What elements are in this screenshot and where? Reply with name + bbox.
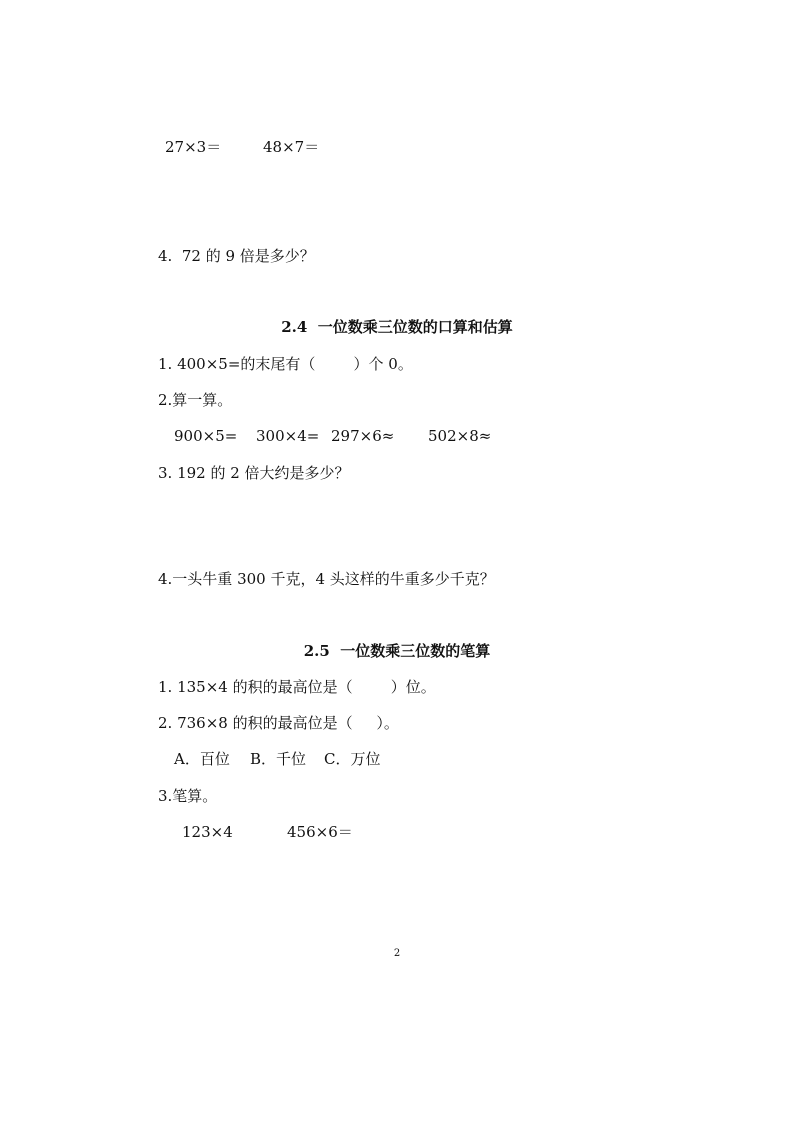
option-a: A．百位 xyxy=(174,750,230,768)
section-2-4-question-1: 1. 400×5=的末尾有（ ）个 0。 xyxy=(158,355,413,373)
calc-27x3: 27×3＝ xyxy=(165,138,222,156)
section-2-5-question-3: 3.笔算。 xyxy=(158,787,218,805)
question-4-prev: 4. 72 的 9 倍是多少？ xyxy=(158,247,315,265)
calc-123x4: 123×4 xyxy=(182,823,233,841)
calc-48x7: 48×7＝ xyxy=(263,138,320,156)
section-2-5-question-1: 1. 135×4 的积的最高位是（ ）位。 xyxy=(158,678,436,696)
section-2-4-question-2: 2.算一算。 xyxy=(158,391,233,409)
calc-300x4: 300×4= xyxy=(256,427,320,445)
calc-297x6: 297×6≈ xyxy=(331,427,395,445)
calc-502x8: 502×8≈ xyxy=(428,427,492,445)
section-2-5-title: 2.5 一位数乘三位数的笔算 xyxy=(303,642,491,660)
option-c: C．万位 xyxy=(324,750,381,768)
calc-456x6: 456×6＝ xyxy=(287,823,353,841)
option-b: B．千位 xyxy=(250,750,307,768)
section-2-4-question-4: 4.一头牛重 300 千克，4 头这样的牛重多少千克？ xyxy=(158,570,495,588)
section-2-5-question-2: 2. 736×8 的积的最高位是（ ）。 xyxy=(158,714,399,732)
section-2-4-question-3: 3. 192 的 2 倍大约是多少？ xyxy=(158,464,350,482)
page-number: 2 xyxy=(393,948,401,959)
calc-900x5: 900×5= xyxy=(174,427,238,445)
section-2-4-title: 2.4 一位数乘三位数的口算和估算 xyxy=(281,318,513,336)
